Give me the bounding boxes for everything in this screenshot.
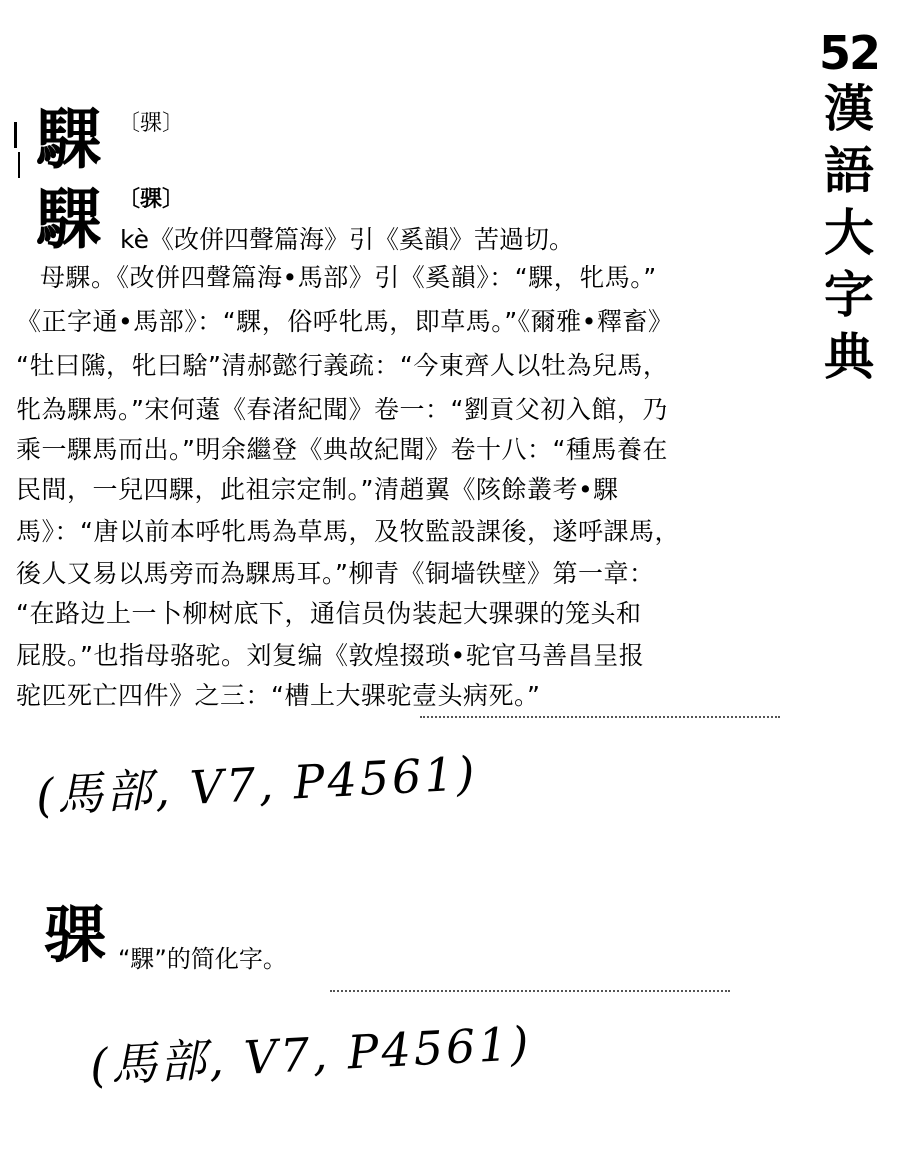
- definition-line: “牡曰隲，牝曰騇”清郝懿行義疏：“今東齊人以牡為兒馬，: [16, 351, 669, 380]
- margin-mark: [14, 122, 17, 148]
- entry3-head-char: 骒: [44, 898, 107, 971]
- entry2-head-char: 騍: [36, 180, 102, 258]
- scan-artifact-dots: [330, 990, 730, 994]
- definition-line: 母騍。《改併四聲篇海•馬部》引《奚韻》：“騍，牝馬。”: [40, 263, 657, 292]
- title-char: 典: [824, 328, 874, 386]
- entry1-head-char: 騍: [36, 100, 102, 178]
- page-number: 52: [818, 26, 879, 80]
- definition-line: 民間，一兒四騍，此祖宗定制。”清趙翼《陔餘叢考•騍: [16, 475, 619, 504]
- definition-line: 牝為騍馬。”宋何薳《春渚紀聞》卷一：“劉貢父初入館，乃: [16, 395, 668, 424]
- margin-mark: [18, 152, 20, 178]
- entry2-variant: 〔骒〕: [118, 187, 185, 212]
- scan-artifact-dots: [420, 716, 780, 720]
- definition-line: “在路边上一卜柳树底下，通信员伪装起大骒骒的笼头和: [16, 599, 642, 628]
- handwritten-annotation: (馬部, V7, P4561): [88, 1015, 533, 1093]
- definition-line: 乘一騍馬而出。”明余繼登《典故紀聞》卷十八：“種馬養在: [16, 435, 668, 464]
- title-char: 大: [824, 204, 874, 262]
- entry3-definition: “騍”的简化字。: [118, 945, 287, 973]
- definition-line: 後人又易以馬旁而為騍馬耳。”柳青《铜墙铁壁》第一章：: [16, 559, 655, 588]
- entry1-variant: 〔骒〕: [118, 111, 185, 136]
- handwritten-annotation: (馬部, V7, P4561): [34, 745, 479, 823]
- pronunciation-line: kè《改併四聲篇海》引《奚韻》苦過切。: [120, 225, 574, 254]
- title-char: 語: [824, 142, 874, 200]
- definition-line: 驼匹死亡四件》之三：“槽上大骒驼壹头病死。”: [16, 681, 541, 710]
- side-header: [814, 28, 884, 388]
- title-char: 漢: [824, 80, 874, 138]
- definition-line: 馬》：“唐以前本呼牝馬為草馬，及牧監設課後，遂呼課馬，: [16, 517, 680, 546]
- definition-line: 《正字通•馬部》：“騍，俗呼牝馬，即草馬。”《爾雅•釋畜》: [16, 307, 674, 336]
- definition-line: 屁股。”也指母骆驼。刘复编《敦煌掇琐•驼官马善昌呈报: [16, 641, 645, 670]
- title-char: 字: [824, 266, 874, 324]
